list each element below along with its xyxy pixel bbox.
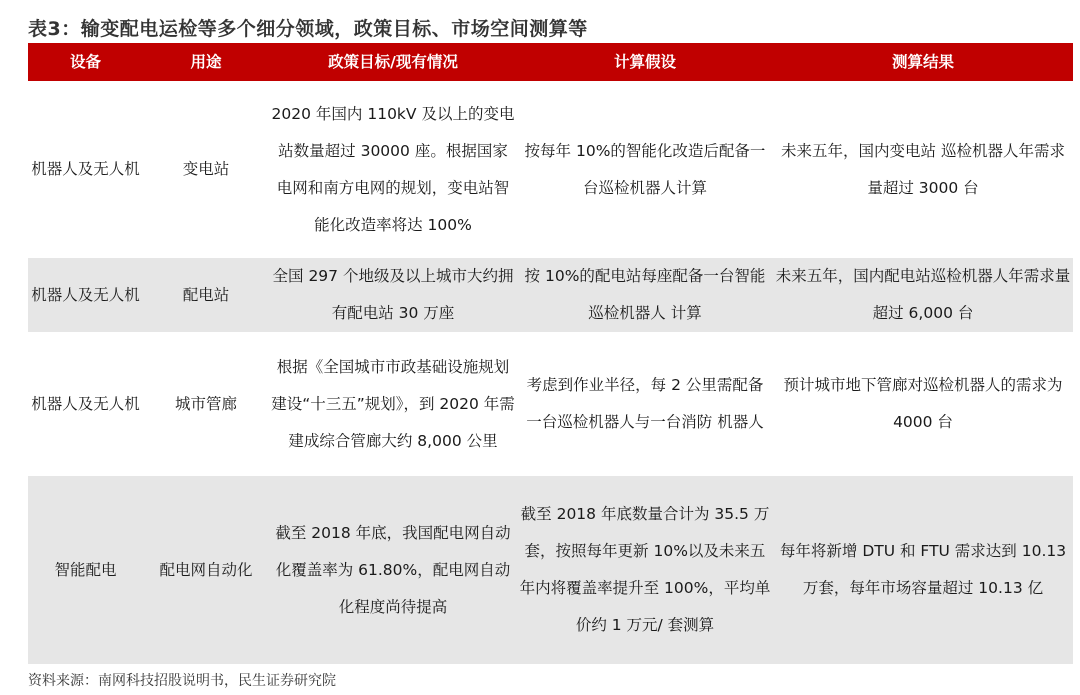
table-title: 表3：输变配电运检等多个细分领域，政策目标、市场空间测算等 <box>28 18 588 40</box>
header-result: 测算结果 <box>891 53 954 71</box>
table-row <box>28 82 1073 258</box>
source-note: 资料来源：南网科技招股说明书，民生证券研究院 <box>28 673 336 689</box>
cell-use: 配电网自动化 <box>159 560 253 579</box>
table-row <box>28 333 1073 476</box>
header-device: 设备 <box>69 53 101 71</box>
table-header-row <box>28 43 1073 82</box>
cell-device: 机器人及无人机 <box>31 394 140 413</box>
cell-assumption: 按 10%的配电站每座配备一台智能巡检机器人 计算 <box>524 267 766 322</box>
cell-use: 变电站 <box>182 160 230 178</box>
cell-result: 未来五年，国内配电站巡检机器人年需求量超过 6,000 台 <box>775 267 1071 322</box>
table-row <box>28 476 1073 665</box>
cell-result: 每年将新增 DTU 和 FTU 需求达到 10.13 万套，每年市场容量超过 10.13 亿 <box>779 542 1067 597</box>
cell-use: 配电站 <box>182 285 230 304</box>
cell-device: 机器人及无人机 <box>31 285 140 304</box>
cell-policy: 2020 年国内 110kV 及以上的变电站数量超过 30000 座。根据国家电网和南方电网的规划，变电站智能化改造率将达 100% <box>271 104 515 234</box>
header-use: 用途 <box>190 53 222 71</box>
cell-policy: 截至 2018 年底，我国配电网自动化覆盖率为 61.80%，配电网自动化程度尚待提高 <box>275 523 511 616</box>
header-assumption: 计算假设 <box>613 53 676 71</box>
table-row <box>28 258 1073 333</box>
cell-policy: 根据《全国城市市政基础设施规划建设“十三五”规划》，到 2020 年需建成综合管廊大约 8,000 公里 <box>271 357 515 450</box>
cell-result: 预计城市地下管廊对巡检机器人的需求为 4000 台 <box>783 376 1063 431</box>
cell-device: 智能配电 <box>54 560 117 579</box>
cell-device: 机器人及无人机 <box>31 160 140 178</box>
cell-policy: 全国 297 个地级及以上城市大约拥有配电站 30 万座 <box>272 267 514 322</box>
cell-assumption: 截至 2018 年底数量合计为 35.5 万套，按照每年更新 10%以及未来五年内将覆盖率提升至 100%，平均单价约 1 万元/ 套测算 <box>519 505 771 634</box>
cell-assumption: 考虑到作业半径，每 2 公里需配备一台巡检机器人与一台消防 机器人 <box>526 376 764 431</box>
header-policy: 政策目标/现有情况 <box>328 53 458 71</box>
cell-use: 城市管廊 <box>174 394 237 413</box>
cell-assumption: 按每年 10%的智能化改造后配备一台巡检机器人计算 <box>524 141 766 197</box>
cell-result: 未来五年，国内变电站 巡检机器人年需求量超过 3000 台 <box>781 141 1065 197</box>
policy-table <box>28 43 1073 665</box>
